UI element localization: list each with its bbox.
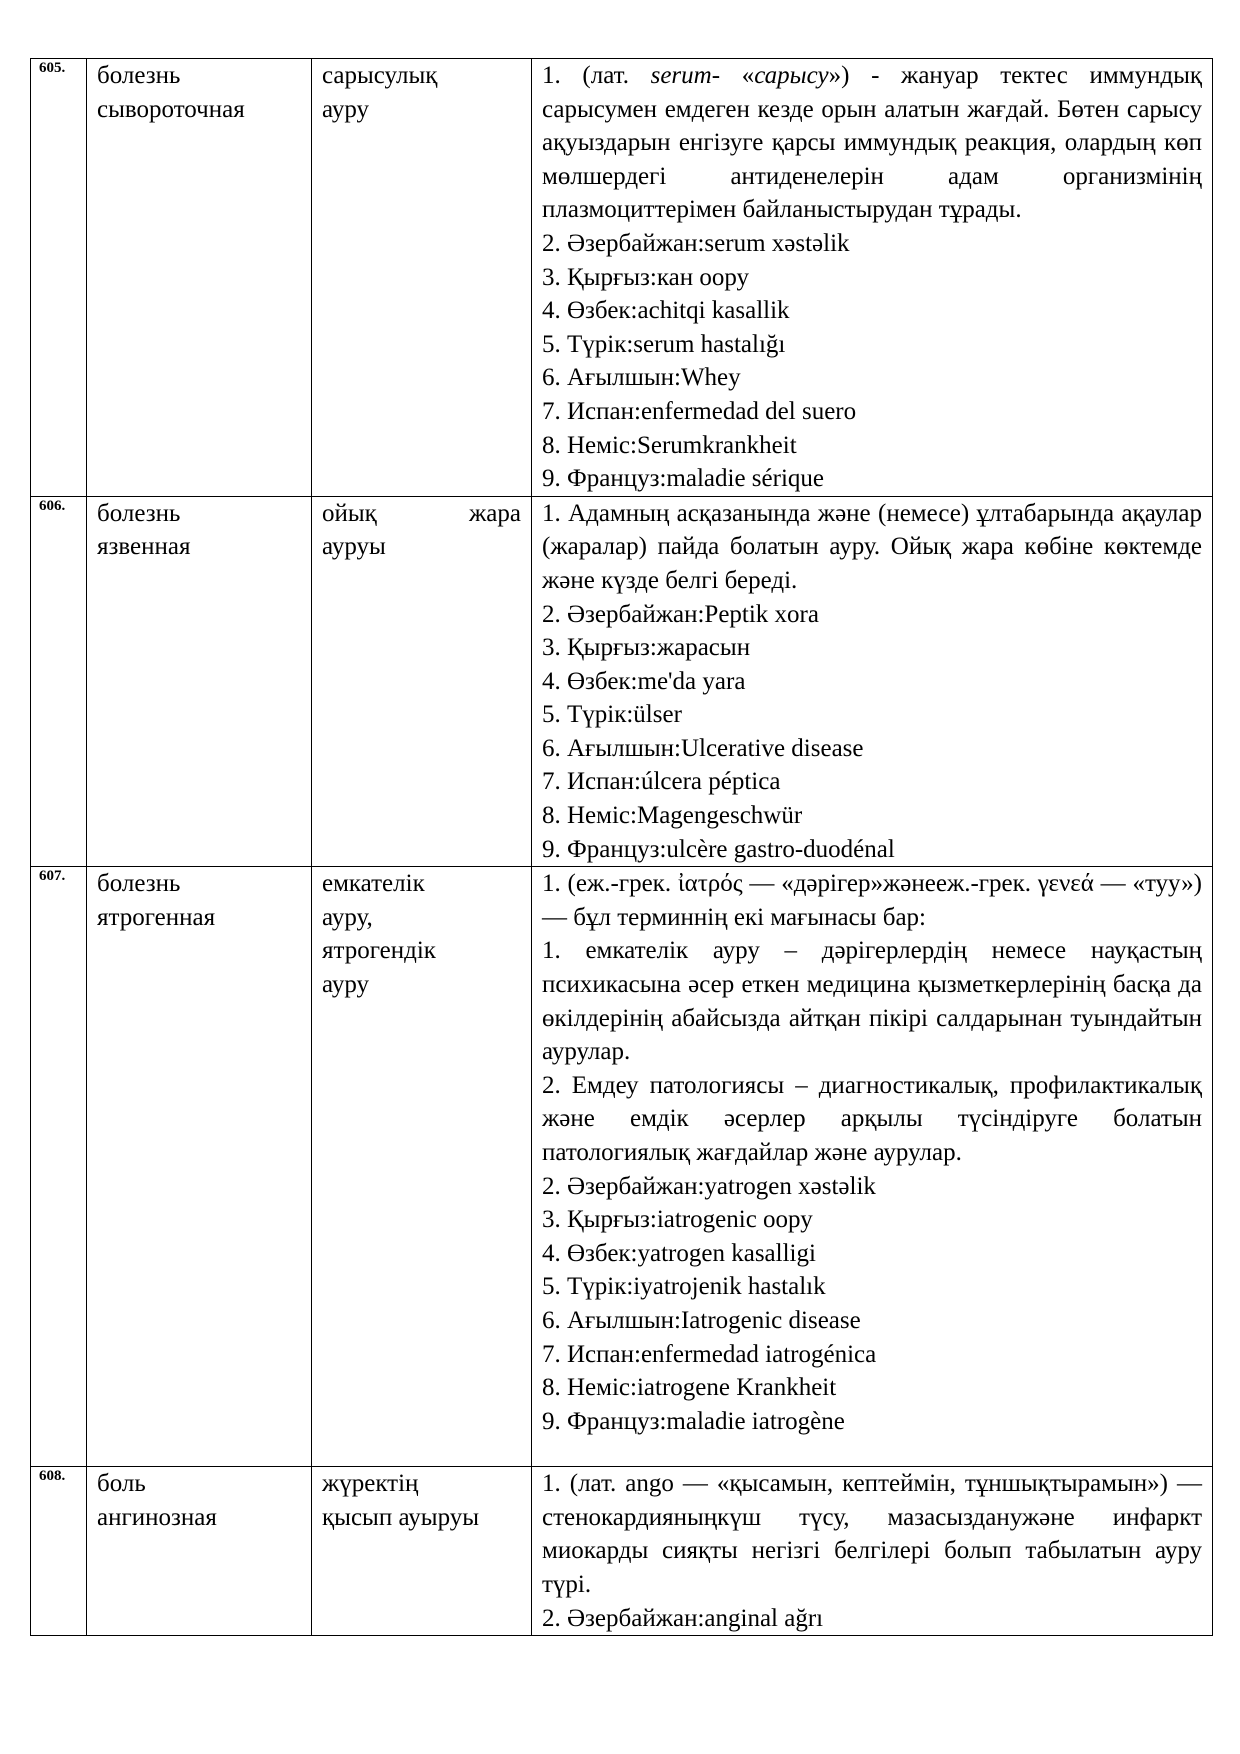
entry-number: 608. — [31, 1467, 87, 1636]
entry-number: 607. — [31, 867, 87, 1467]
list-item: 2. Әзербайжан:Peptik xora — [542, 600, 819, 628]
definition-text: 1. Адамның асқазанында және (немесе) ұлтабарында ақаулар (жаралар) пайда болатын ауру. Ойық жара көбіне көктемде және күзде белгі береді. — [542, 499, 1202, 594]
russian-term: болезнь язвенная — [87, 496, 312, 867]
list-item: 7. Испан:enfermedad iatrogénica — [542, 1340, 877, 1368]
russian-term: болезнь ятрогенная — [87, 867, 312, 1467]
list-item: 5. Түрік:ülser — [542, 701, 682, 729]
definition — [532, 867, 1213, 1467]
table-row — [31, 867, 1213, 1467]
definition-text: 1. (лат. serum- «сарысу») - жануар тектес иммундық сарысумен емдеген кезде орын алатын жағдай. Бөтен сарысу ақуыздарын енгізуге қарсы иммундық реакция, олардың көп мөлшердегі антиденелерін адам организмінің плазмоциттерімен байланыстырудан тұрады. — [542, 62, 1203, 224]
entry-number: 606. — [31, 496, 87, 867]
list-item: 4. Өзбек:me'da yara — [542, 667, 746, 695]
kazakh-term: сарысулық ауру — [312, 59, 532, 497]
list-item: 3. Қырғыз:жарасын — [542, 634, 751, 662]
list-item: 9. Француз:ulcère gastro-duodénal — [542, 835, 895, 863]
kazakh-term: ойық жара ауруы — [312, 496, 532, 867]
translation-list — [542, 227, 1202, 496]
russian-term: боль ангинозная — [87, 1467, 312, 1636]
definition — [532, 496, 1213, 867]
list-item: 9. Француз:maladie sérique — [542, 465, 824, 493]
list-item: 7. Испан:úlcera péptica — [542, 768, 781, 796]
list-item: 8. Неміс:Serumkrankheit — [542, 431, 797, 459]
table-row — [31, 496, 1213, 867]
list-item: 3. Қырғыз:iatrogenic оору — [542, 1206, 813, 1234]
list-item: 2. Әзербайжан:serum xəstəlik — [542, 229, 850, 257]
definition-meaning-1: 1. емкателік ауру – дәрігерлердің немесе науқастың психикасына әсер еткен медицина қызметкерлерінің басқа да өкілдерінің абайсызда айтқан пікірі салдарынан туындайтын аурулар. — [542, 937, 1202, 1066]
definition-text: 1. (еж.-грек. ἰατρός — «дәрігер»жәнееж.-грек. γενεά — «туу») — бұл терминнің екі мағынасы бар: — [542, 870, 1202, 931]
list-item: 8. Неміс:iatrogene Krankheit — [542, 1374, 837, 1402]
table-row — [31, 1467, 1213, 1636]
list-item: 7. Испан:enfermedad del suero — [542, 397, 857, 425]
translation-list — [542, 1602, 1202, 1636]
list-item: 9. Француз:maladie iatrogène — [542, 1407, 845, 1435]
glossary-table — [30, 58, 1213, 1636]
list-item: 3. Қырғыз:кан оору — [542, 263, 750, 291]
list-item: 6. Ағылшын:Iatrogenic disease — [542, 1306, 861, 1334]
definition — [532, 59, 1213, 497]
definition — [532, 1467, 1213, 1636]
russian-term: болезнь сывороточная — [87, 59, 312, 497]
translation-list — [542, 598, 1202, 867]
kazakh-term: емкателік ауру, ятрогендік ауру — [312, 867, 532, 1467]
list-item: 5. Түрік:iyatrojenik hastalık — [542, 1273, 826, 1301]
list-item: 4. Өзбек:achitqi kasallik — [542, 297, 790, 325]
list-item: 2. Әзербайжан:anginal ağrı — [542, 1604, 824, 1632]
list-item: 2. Әзербайжан:yatrogen xəstəlik — [542, 1172, 876, 1200]
kazakh-term: жүректің қысып ауыруы — [312, 1467, 532, 1636]
translation-list — [542, 1170, 1202, 1439]
list-item: 8. Неміс:Magengeschwür — [542, 802, 803, 830]
definition-text: 1. (лат. ango — «қысамын, кептеймін, тұншықтырамын») —стенокардияныңкүш түсу, мазасызданужәне инфаркт миокарды сияқты негізгі белгілері болып табылатын ауру түрі. — [542, 1470, 1202, 1599]
list-item: 6. Ағылшын:Whey — [542, 364, 741, 392]
list-item: 5. Түрік:serum hastalığı — [542, 330, 786, 358]
list-item: 6. Ағылшын:Ulcerative disease — [542, 734, 864, 762]
list-item: 4. Өзбек:yatrogen kasalligi — [542, 1239, 816, 1267]
definition-meaning-2: 2. Емдеу патологиясы – диагностикалық, профилактикалық және емдік әсерлер арқылы түсіндіруге болатын патологиялық жағдайлар және аурулар. — [542, 1071, 1202, 1166]
table-row — [31, 59, 1213, 497]
entry-number: 605. — [31, 59, 87, 497]
